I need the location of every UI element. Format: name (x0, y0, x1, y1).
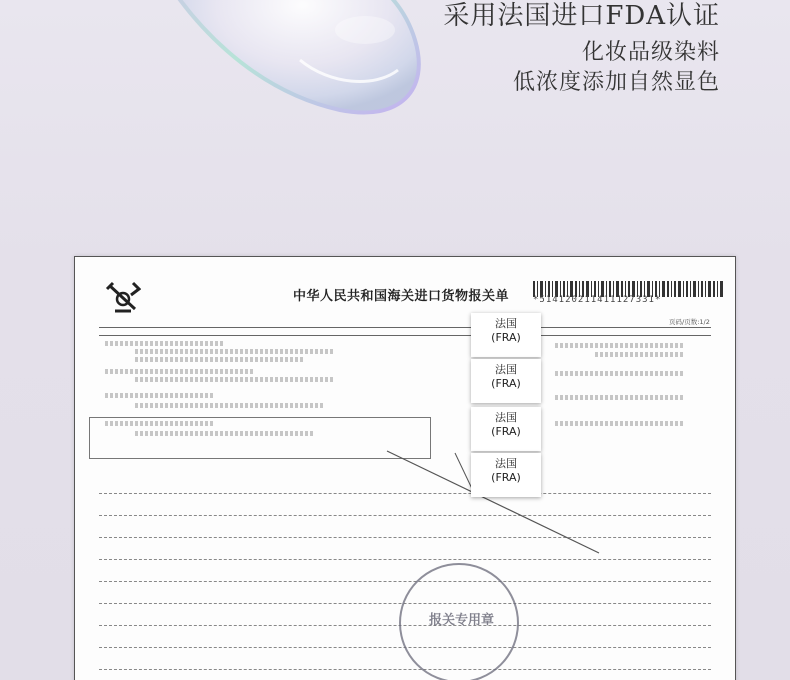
customs-declaration-document (74, 256, 736, 680)
customs-stamp (399, 563, 519, 680)
origin-code: (FRA) (491, 377, 521, 390)
origin-label (471, 407, 541, 451)
cosmetic-drop-image (130, 0, 430, 120)
origin-label (471, 359, 541, 403)
headline-subtitle-2: 低浓度添加自然显色 (512, 70, 720, 95)
origin-code: (FRA) (491, 425, 521, 438)
barcode-number: *514120211411127331* (533, 295, 662, 305)
origin-label (471, 313, 541, 357)
headline-title: 采用法国进口FDA认证 (443, 1, 720, 31)
headline-subtitle-1: 化妆品级染料 (581, 40, 720, 65)
document-title: 中华人民共和国海关进口货物报关单 (293, 289, 510, 304)
origin-label (471, 453, 541, 497)
origin-country: 法国 (495, 457, 517, 470)
origin-country: 法国 (495, 317, 517, 330)
origin-code: (FRA) (491, 331, 521, 344)
origin-country: 法国 (495, 411, 517, 424)
origin-code: (FRA) (491, 471, 521, 484)
page-info: 页码/页数:1/2 (669, 318, 710, 326)
stamp-text: 报关专用章 (429, 613, 495, 628)
headline-block (443, 0, 720, 98)
origin-country: 法国 (495, 363, 517, 376)
